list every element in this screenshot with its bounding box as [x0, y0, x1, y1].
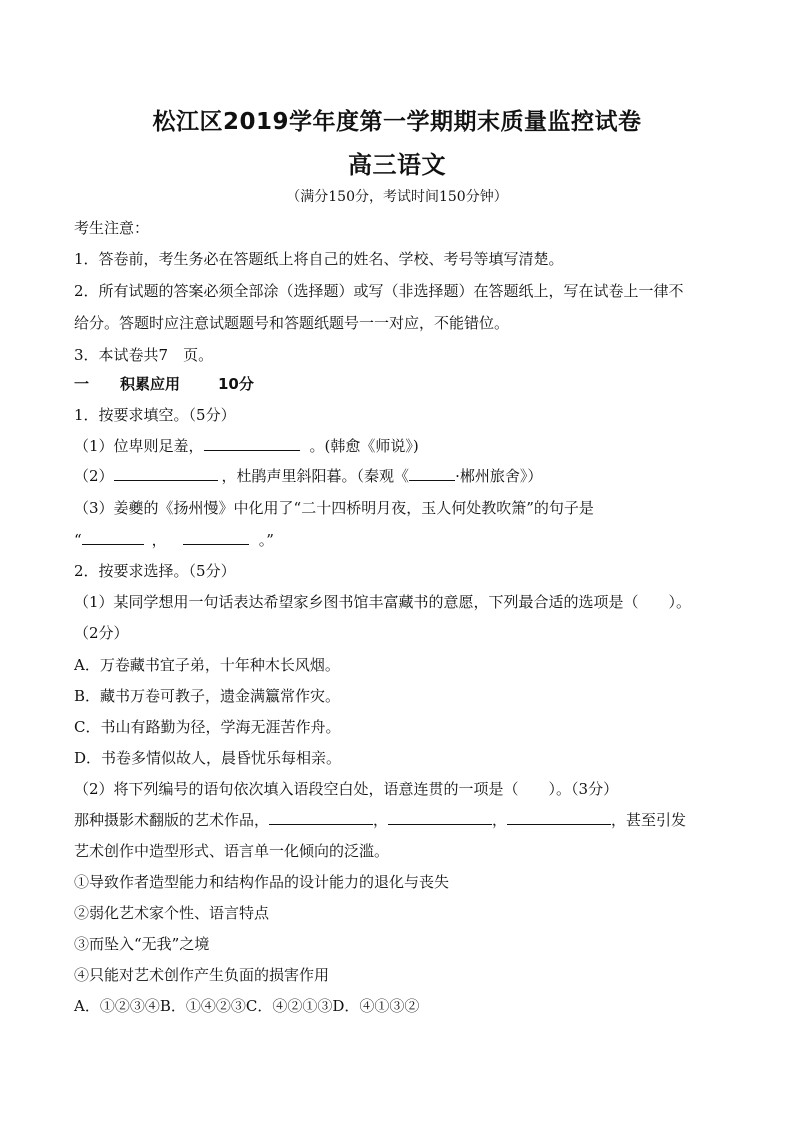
q1-sub3-open-quote: “ [74, 531, 82, 549]
section-1-name: 积累应用 [120, 375, 181, 393]
exam-note: （满分150分，考试时间150分钟） [286, 189, 508, 205]
q1-sub2-text: ，杜鹃声里斜阳暮。（秦观《 [221, 467, 410, 485]
q1-sub1-blank[interactable] [204, 436, 300, 451]
q2-passage-line-1 [74, 810, 734, 830]
q2-option-a: A．万卷藏书宜子弟，十年种木长风烟。 [74, 656, 340, 674]
q2-choice-1: ①导致作者造型能力和结构作品的设计能力的退化与丧失 [74, 873, 450, 891]
q2-passage-sep-1: ， [373, 811, 389, 829]
q2-passage-blank-2[interactable] [388, 810, 492, 825]
q2-option-c: C．书山有路勤为径，学海无涯苦作舟。 [74, 718, 341, 736]
q1-sub1 [74, 436, 734, 456]
q1-sub3-blank-2[interactable] [183, 530, 249, 545]
q1-heading: 1．按要求填空。（5分） [74, 406, 236, 424]
q2-heading: 2．按要求选择。（5分） [74, 562, 236, 580]
q2-choice-3: ③而坠入“无我”之境 [74, 935, 210, 953]
instructions-heading: 考生注意： [74, 219, 150, 237]
q1-sub2-label: （2） [74, 467, 114, 485]
q1-sub3-blanks [74, 530, 734, 550]
q1-sub1-text: （1）位卑则足羞， [74, 437, 204, 455]
q1-sub2-blank-2[interactable] [409, 466, 455, 481]
q2-choice-4: ④只能对艺术创作产生负面的损害作用 [74, 966, 330, 984]
exam-subject: 高三语文 [348, 151, 446, 179]
q2-answer-options: A．①②③④B．①④②③C．④②①③D．④①③② [74, 997, 420, 1015]
section-1-heading [74, 374, 734, 394]
q2-option-b: B．藏书万卷可教子，遗金满籝常作灾。 [74, 687, 341, 705]
q2-option-d: D．书卷多情似故人，晨昏忧乐每相亲。 [74, 749, 342, 767]
q2-part1-score: （2分） [74, 624, 129, 642]
q2-passage-end: ，甚至引发 [611, 811, 687, 829]
instruction-item-1: 1．答卷前，考生务必在答题纸上将自己的姓名、学校、考号等填写清楚。 [74, 250, 564, 268]
section-1-number: 一 [74, 375, 90, 393]
q2-passage-blank-1[interactable] [269, 810, 373, 825]
q1-sub2-source: ·郴州旅舍》） [455, 467, 543, 485]
q1-sub2 [74, 466, 734, 486]
instruction-item-2a: 2．所有试题的答案必须全部涂（选择题）或写（非选择题）在答题纸上，写在试卷上一律不 [74, 282, 684, 300]
instruction-item-2b: 给分。答题时应注意试题题号和答题纸题号一一对应，不能错位。 [74, 314, 510, 332]
q1-sub1-source: 。(韩愈《师说》) [309, 437, 419, 455]
q1-sub3-blank-1[interactable] [82, 530, 144, 545]
q1-sub3-close-quote: 。” [258, 531, 274, 549]
section-1-score: 10分 [218, 375, 254, 393]
q1-sub2-blank-1[interactable] [114, 466, 218, 481]
q2-passage-sep-2: ， [492, 811, 508, 829]
exam-title: 松江区2019学年度第一学期期末质量监控试卷 [152, 109, 642, 135]
q2-part2: （2）将下列编号的语句依次填入语段空白处，语意连贯的一项是（ ）。（3分） [74, 780, 619, 798]
q2-passage-line-2: 艺术创作中造型形式、语言单一化倾向的泛滥。 [74, 842, 390, 860]
q1-sub3: （3）姜夔的《扬州慢》中化用了“二十四桥明月夜，玉人何处教吹箫”的句子是 [74, 499, 594, 517]
q2-passage-blank-3[interactable] [507, 810, 611, 825]
q1-sub3-comma: ， [151, 531, 167, 549]
instruction-item-3: 3．本试卷共7 页。 [74, 346, 214, 364]
q2-choice-2: ②弱化艺术家个性、语言特点 [74, 904, 270, 922]
q2-passage-start: 那种摄影术翻版的艺术作品， [74, 811, 270, 829]
q2-part1: （1）某同学想用一句话表达希望家乡图书馆丰富藏书的意愿，下列最合适的选项是（ ）。 [74, 593, 692, 611]
